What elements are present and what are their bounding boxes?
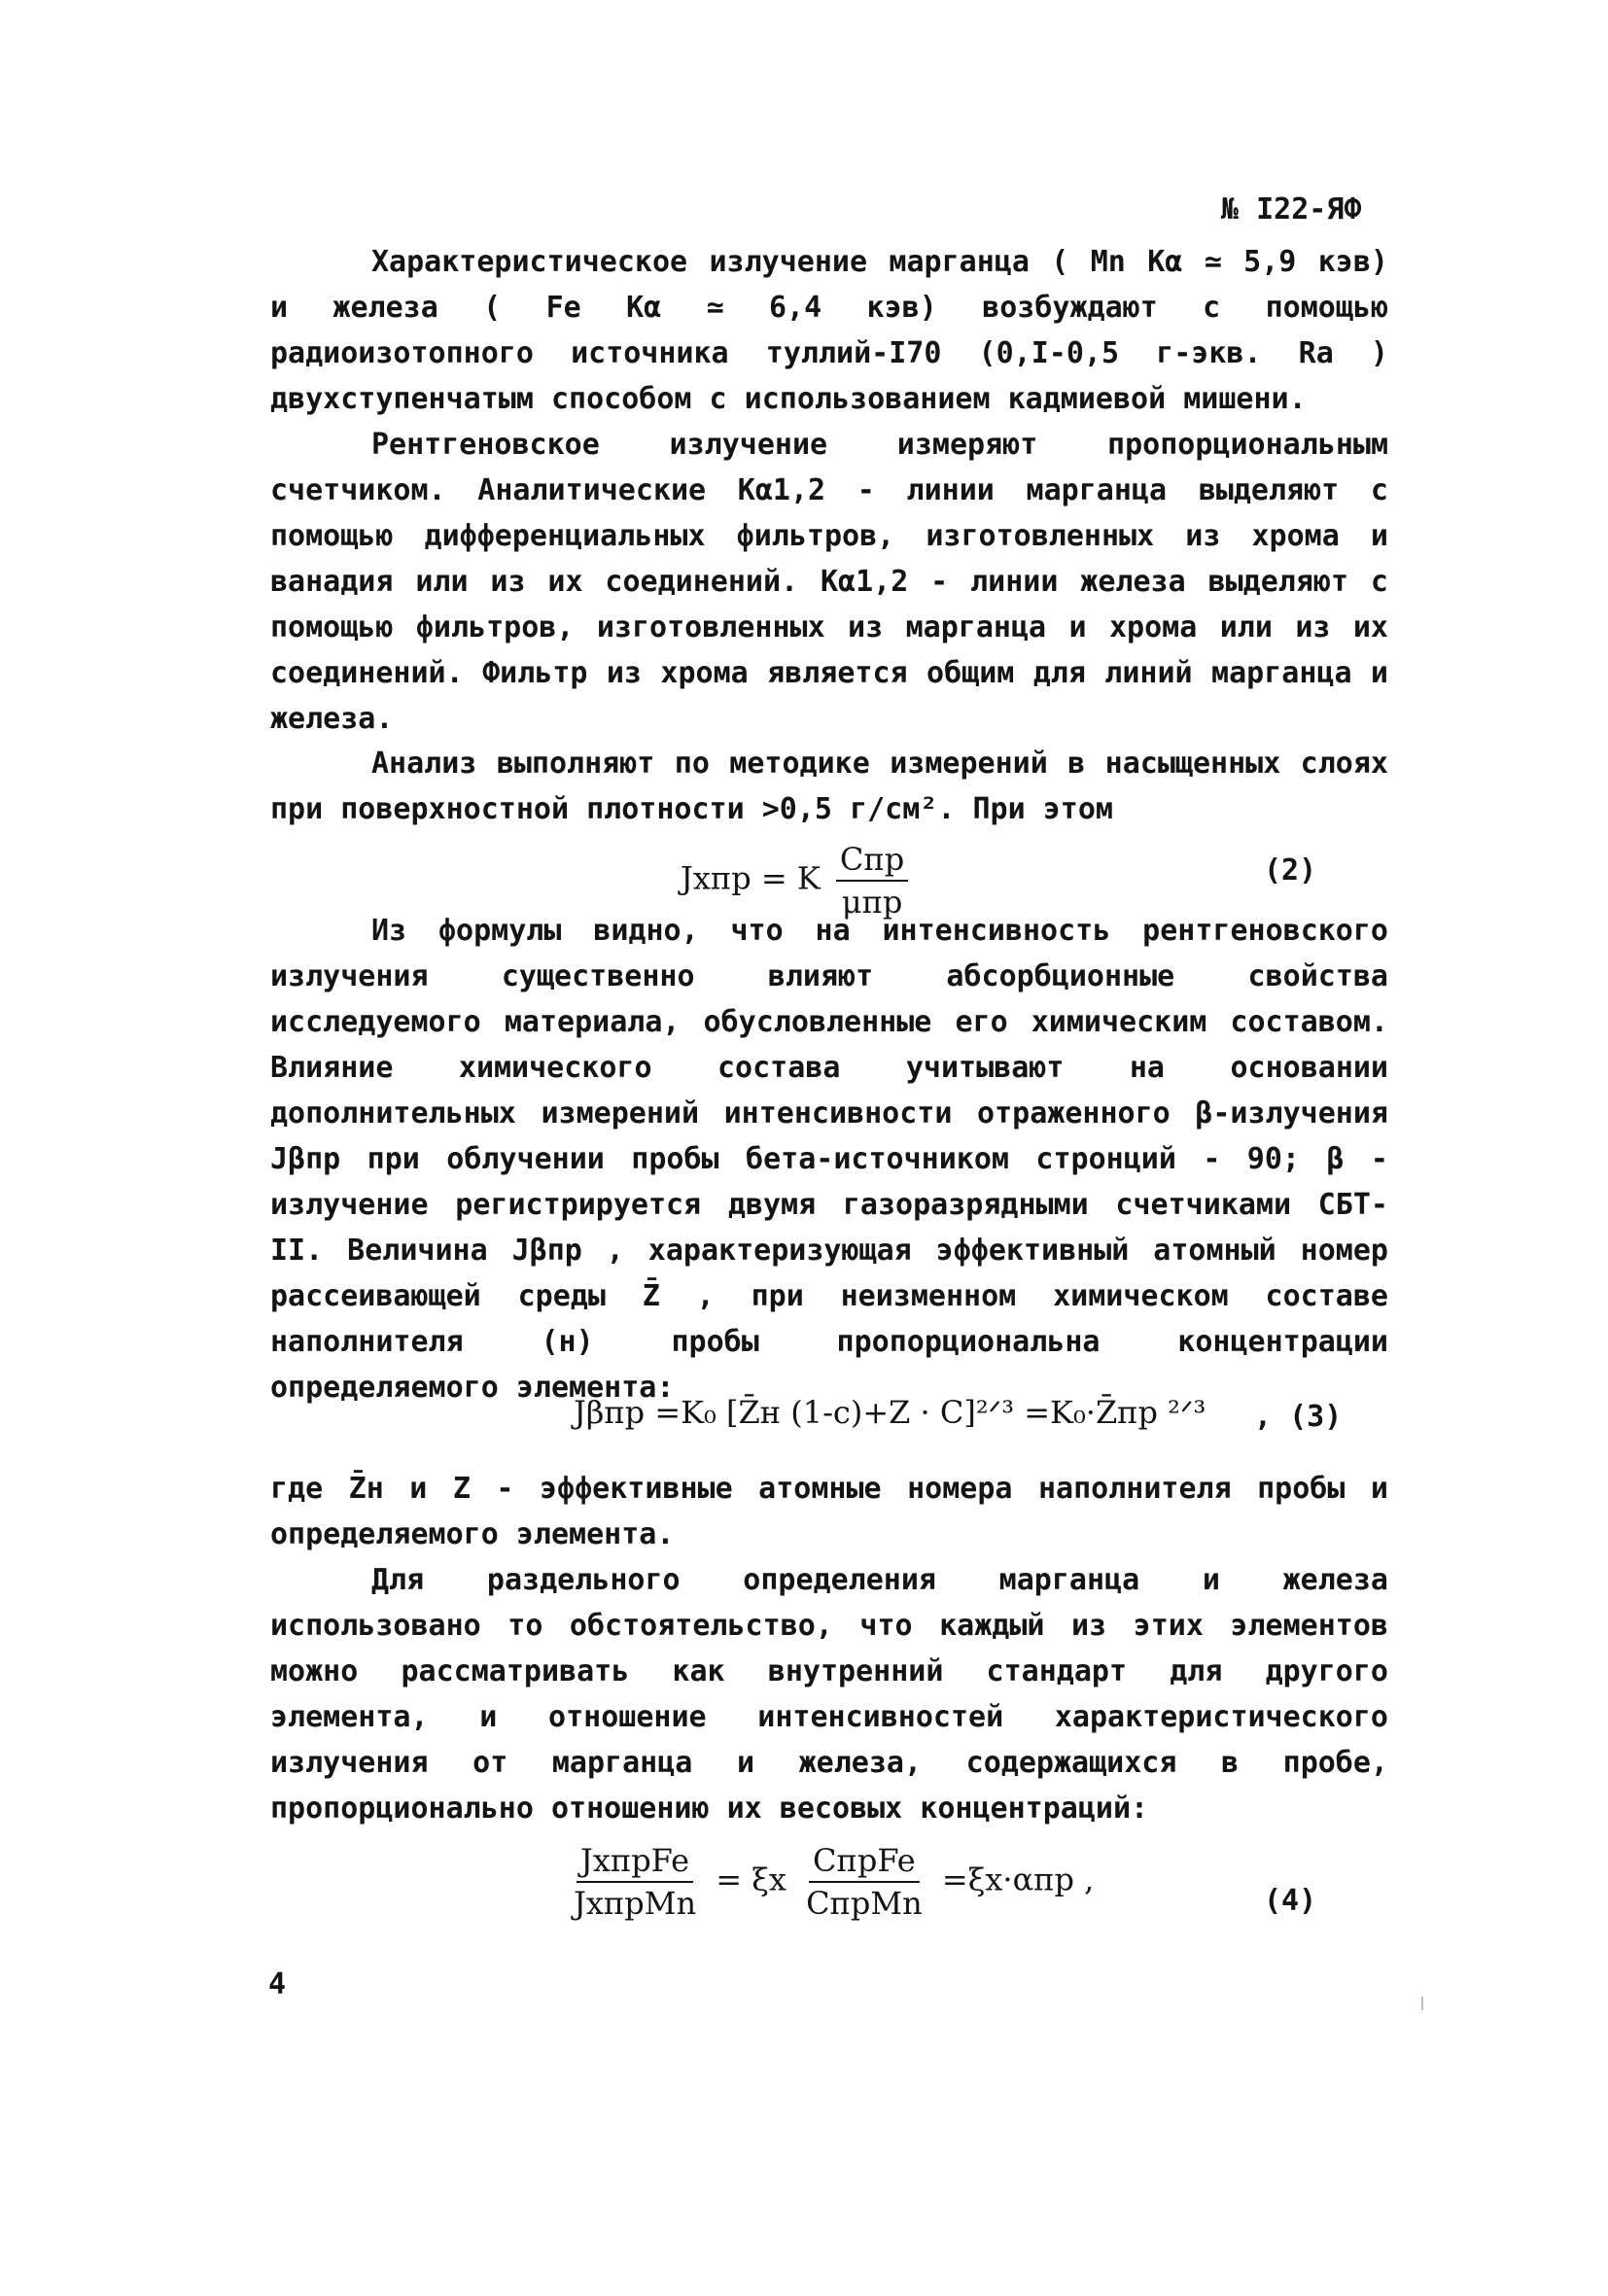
- formula-4-left-denominator: JxпрMn: [574, 1885, 697, 1922]
- formula-4-rhs: =ξx·αпр: [941, 1861, 1074, 1898]
- formula-2-number: (2): [1264, 853, 1317, 887]
- paragraph-2: Рентгеновское излучение измеряют пропорциональным счетчиком. Аналитические Kα1,2 - линии марганца выделяют с помощью дифференциальных фильтров, изготовленных из хрома и ванадия или из их соединений. Kα1,2 - линии железа выделяют с помощью фильтров, изготовленных из марганца и хрома или из их соединений. Фильтр из хрома является общим для линий марганца и железа.: [270, 428, 1388, 736]
- paragraph-4: Из формулы видно, что на интенсивность рентгеновского излучения существенно влияют абсорбционные свойства исследуемого материала, обусловленные его химическим составом. Влияние химического состава учитывают на основании дополнительных измерений интенсивности отраженного β-излучения Jβпр при облучении пробы бета-источником стронций - 90; β - излучение регистрируется двумя газоразрядными счетчиками СБТ-II. Величина Jβпр , характеризующая эффективный атомный номер рассеивающей среды Z̄ , при неизменном химическом составе наполнителя (н) пробы пропорциональна концентрации определяемого элемента:: [270, 914, 1388, 1405]
- scan-mark: [1421, 1997, 1423, 2010]
- formula-3-rhs: =K₀ [Z̄н (1-c)+Z · C]²ᐟ³ =K₀·Z̄пр ²ᐟ³: [654, 1394, 1206, 1431]
- formula-2: Jxпр = K $\frac{\text{Cпр}}{\text{μпр}}$: [681, 841, 914, 921]
- paragraph-1: Характеристическое излучение марганца ( Mn Kα ≃ 5,9 кэв) и железа ( Fe Kα ≃ 6,4 кэв) возбуждают с помощью радиоизотопного источника туллий-I70 (0,I-0,5 г-экв. Ra ) двухступенчатым способом с использованием кадмиевой мишени.: [270, 245, 1388, 416]
- paragraph-5: где Z̄н и Z - эффективные атомные номера наполнителя пробы и определяемого элемента.: [270, 1472, 1388, 1551]
- formula-2-denominator: μпр: [841, 884, 903, 921]
- formula-4: $\frac{\text{JxпрFe}}{\text{JxпрMn}}$ = ξx $\frac{\text{CпрFe}}{\text{CпрMn}}$ =ξx·αпр ,: [564, 1842, 1094, 1922]
- paragraph-6: Для раздельного определения марганца и железа использовано то обстоятельство, что каждый из этих элементов можно рассматривать как внутренний стандарт для другого элемента, и отношение интенсивностей характеристического излучения от марганца и железа, содержащихся в пробе, пропорционально отношению их весовых концентраций:: [270, 1563, 1388, 1826]
- page-number: 4: [268, 1967, 287, 2001]
- formula-2-lhs: Jxпр: [681, 859, 752, 897]
- formula-3-number: , (3): [1254, 1400, 1343, 1434]
- formula-4-mid-numerator: CпрFe: [809, 1842, 920, 1883]
- formula-2-numerator: Cпр: [836, 841, 908, 882]
- formula-4-mid-denominator: CпрMn: [806, 1885, 923, 1922]
- formula-3-lhs: Jβпр: [574, 1394, 646, 1431]
- formula-4-comma: ,: [1084, 1861, 1095, 1898]
- formula-4-left-numerator: JxпрFe: [577, 1842, 693, 1883]
- formula-4-left-fraction: [570, 1842, 700, 1922]
- document-number: № I22-ЯФ: [1221, 192, 1362, 226]
- formula-4-number: (4): [1264, 1884, 1317, 1918]
- formula-4-xi: ξx: [752, 1861, 787, 1898]
- formula-2-k: K: [796, 859, 821, 897]
- formula-4-mid-fraction: [802, 1842, 926, 1922]
- formula-3: [574, 1394, 1206, 1431]
- paragraph-3: Анализ выполняют по методике измерений в насыщенных слоях при поверхностной плотности >0,5 г/см². При этом: [270, 747, 1388, 826]
